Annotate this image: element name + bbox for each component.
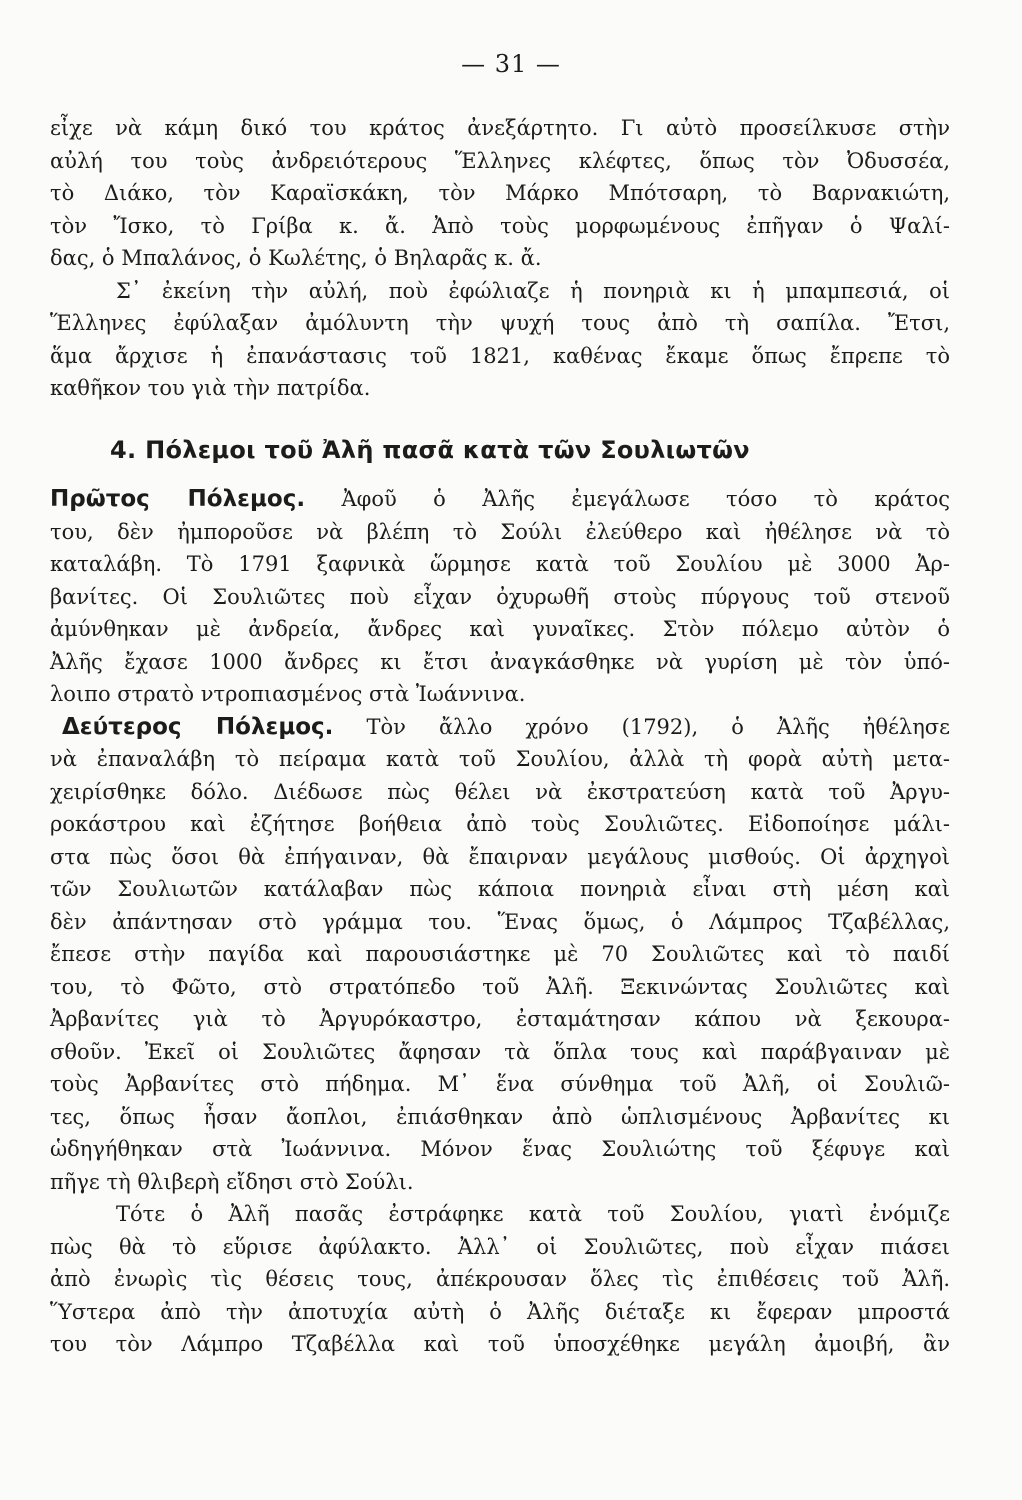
text-line: καταλάβη. Τὸ 1791 ξαφνικὰ ὥρμησε κατὰ τοῦ Σουλίου μὲ 3000 Ἀρ- bbox=[50, 552, 950, 576]
text-line: Σ᾽ ἐκείνη τὴν αὐλή, ποὺ ἐφώλιαζε ἡ πονηριὰ κι ἡ μπαμπεσιά, οἱ bbox=[116, 278, 950, 303]
text-line: βανίτες. Οἱ Σουλιῶτες ποὺ εἶχαν ὀχυρωθῆ στοὺς πύργους τοῦ στενοῦ bbox=[50, 584, 950, 609]
text-line: τοὺς Ἀρβανίτες στὸ πήδημα. Μ᾽ ἕνα σύνθημα τοῦ Ἀλῆ, οἱ Σουλιῶ- bbox=[50, 1072, 950, 1096]
text-line: Ἀλῆς ἔχασε 1000 ἄνδρες κι ἔτσι ἀναγκάσθηκε νὰ γυρίση μὲ τὸν ὑπό- bbox=[50, 649, 950, 674]
text-line: Ἕλληνες ἐφύλαξαν ἀμόλυντη τὴν ψυχή τους ἀπὸ τὴ σαπίλα. Ἔτσι, bbox=[50, 311, 950, 335]
text-line: του, δὲν ἠμποροῦσε νὰ βλέπη τὸ Σούλι ἐλεύθερο καὶ ἠθέλησε νὰ τὸ bbox=[50, 519, 950, 544]
text-line: του τὸν Λάμπρο Τζαβέλλα καὶ τοῦ ὑποσχέθηκε μεγάλη ἀμοιβή, ἂν bbox=[50, 1332, 950, 1356]
second-war-lead-line bbox=[50, 711, 950, 744]
text-line: ἅμα ἄρχισε ἡ ἐπανάστασις τοῦ 1821, καθένας ἔκαμε ὅπως ἔπρεπε τὸ bbox=[50, 343, 950, 368]
section-heading: 4. Πόλεμοι τοῦ Ἀλῆ πασᾶ κατὰ τῶν Σουλιωτῶν bbox=[110, 436, 750, 464]
text-line: Τότε ὁ Ἀλῆ πασᾶς ἐστράφηκε κατὰ τοῦ Σουλίου, γιατὶ ἐνόμιζε bbox=[116, 1202, 950, 1226]
intro-paragraph bbox=[50, 112, 950, 405]
text-line: Ἀρβανίτες γιὰ τὸ Ἀργυρόκαστρο, ἐσταμάτησαν κάπου νὰ ξεκουρα- bbox=[50, 1007, 950, 1031]
text-line: τὸν Ἴσκο, τὸ Γρίβα κ. ἄ. Ἀπὸ τοὺς μορφωμένους ἐπῆγαν ὁ Ψαλί- bbox=[50, 213, 950, 238]
wars-paragraphs bbox=[50, 483, 950, 1361]
second-war-subhead: Δεύτερος Πόλεμος. bbox=[62, 713, 334, 740]
text-line: ὡδηγήθηκαν στὰ Ἰωάννινα. Μόνον ἕνας Σουλιώτης τοῦ ξέφυγε καὶ bbox=[50, 1137, 950, 1161]
text-line: τῶν Σουλιωτῶν κατάλαβαν πὼς κάποια πονηριὰ εἶναι στὴ μέση καὶ bbox=[50, 877, 950, 901]
text-line: του, τὸ Φῶτο, στὸ στρατόπεδο τοῦ Ἀλῆ. Ξεκινώντας Σουλιῶτες καὶ bbox=[50, 974, 950, 999]
text-line: πῆγε τὴ θλιβερὴ εἴδησι στὸ Σούλι. bbox=[50, 1169, 414, 1194]
text-line: αὐλή του τοὺς ἀνδρειότερους Ἕλληνες κλέφτες, ὅπως τὸν Ὀδυσσέα, bbox=[50, 148, 950, 173]
page-number: — 31 — bbox=[461, 50, 561, 78]
text-line: δας, ὁ Μπαλάνος, ὁ Κωλέτης, ὁ Βηλαρᾶς κ. ἄ. bbox=[50, 246, 542, 270]
text-line: ἀπὸ ἐνωρὶς τὶς θέσεις τους, ἀπέκρουσαν ὅλες τὶς ἐπιθέσεις τοῦ Ἀλῆ. bbox=[50, 1267, 950, 1291]
text-line: στα πὼς ὅσοι θὰ ἐπήγαιναν, θὰ ἔπαιρναν μεγάλους μισθούς. Οἱ ἀρχηγοὶ bbox=[50, 844, 950, 869]
text-line: ἔπεσε στὴν παγίδα καὶ παρουσιάστηκε μὲ 70 Σουλιῶτες καὶ τὸ παιδί bbox=[50, 942, 950, 966]
text-line: τες, ὅπως ἦσαν ἄοπλοι, ἐπιάσθηκαν ἀπὸ ὡπλισμένους Ἀρβανίτες κι bbox=[50, 1104, 950, 1129]
text-line: νὰ ἐπαναλάβη τὸ πείραμα κατὰ τοῦ Σουλίου, ἀλλὰ τὴ φορὰ αὐτὴ μετα- bbox=[50, 747, 950, 771]
text-line: λοιπο στρατὸ ντροπιασμένος στὰ Ἰωάννινα. bbox=[50, 682, 526, 706]
text-line: ἀμύνθηκαν μὲ ἀνδρεία, ἄνδρες καὶ γυναῖκες. Στὸν πόλεμο αὐτὸν ὁ bbox=[50, 617, 950, 641]
text-line: χειρίσθηκε δόλο. Διέδωσε πὼς θέλει νὰ ἐκστρατεύση κατὰ τοῦ Ἀργυ- bbox=[50, 779, 950, 804]
text-line: τὸ Διάκο, τὸν Καραϊσκάκη, τὸν Μάρκο Μπότσαρη, τὸ Βαρνακιώτη, bbox=[50, 181, 950, 205]
text-line: καθῆκον του γιὰ τὴν πατρίδα. bbox=[50, 376, 371, 400]
text-line: ροκάστρου καὶ ἐζήτησε βοήθεια ἀπὸ τοὺς Σουλιῶτες. Εἰδοποίησε μάλι- bbox=[50, 812, 950, 836]
second-war-lead-text: Τὸν ἄλλο χρόνο (1792), ὁ Ἀλῆς ἠθέλησε bbox=[333, 714, 950, 739]
first-war-lead-line bbox=[50, 483, 950, 516]
text-line: δὲν ἀπάντησαν στὸ γράμμα του. Ἕνας ὅμως, ὁ Λάμπρος Τζαβέλλας, bbox=[50, 909, 950, 934]
text-line: πὼς θὰ τὸ εὕρισε ἀφύλακτο. Ἀλλ᾽ οἱ Σουλιῶτες, ποὺ εἶχαν πιάσει bbox=[50, 1234, 950, 1259]
text-line: Ὕστερα ἀπὸ τὴν ἀποτυχία αὐτὴ ὁ Ἀλῆς διέταξε κι ἔφεραν μπροστά bbox=[50, 1299, 950, 1324]
first-war-subhead: Πρῶτος Πόλεμος. bbox=[50, 486, 306, 512]
first-war-lead-text: Ἀφοῦ ὁ Ἀλῆς ἐμεγάλωσε τόσο τὸ κράτος bbox=[305, 487, 950, 511]
text-line: εἶχε νὰ κάμη δικό του κράτος ἀνεξάρτητο. Γι αὐτὸ προσείλκυσε στὴν bbox=[50, 116, 950, 140]
text-line: σθοῦν. Ἐκεῖ οἱ Σουλιῶτες ἄφησαν τὰ ὅπλα τους καὶ παράβγαιναν μὲ bbox=[50, 1039, 950, 1064]
